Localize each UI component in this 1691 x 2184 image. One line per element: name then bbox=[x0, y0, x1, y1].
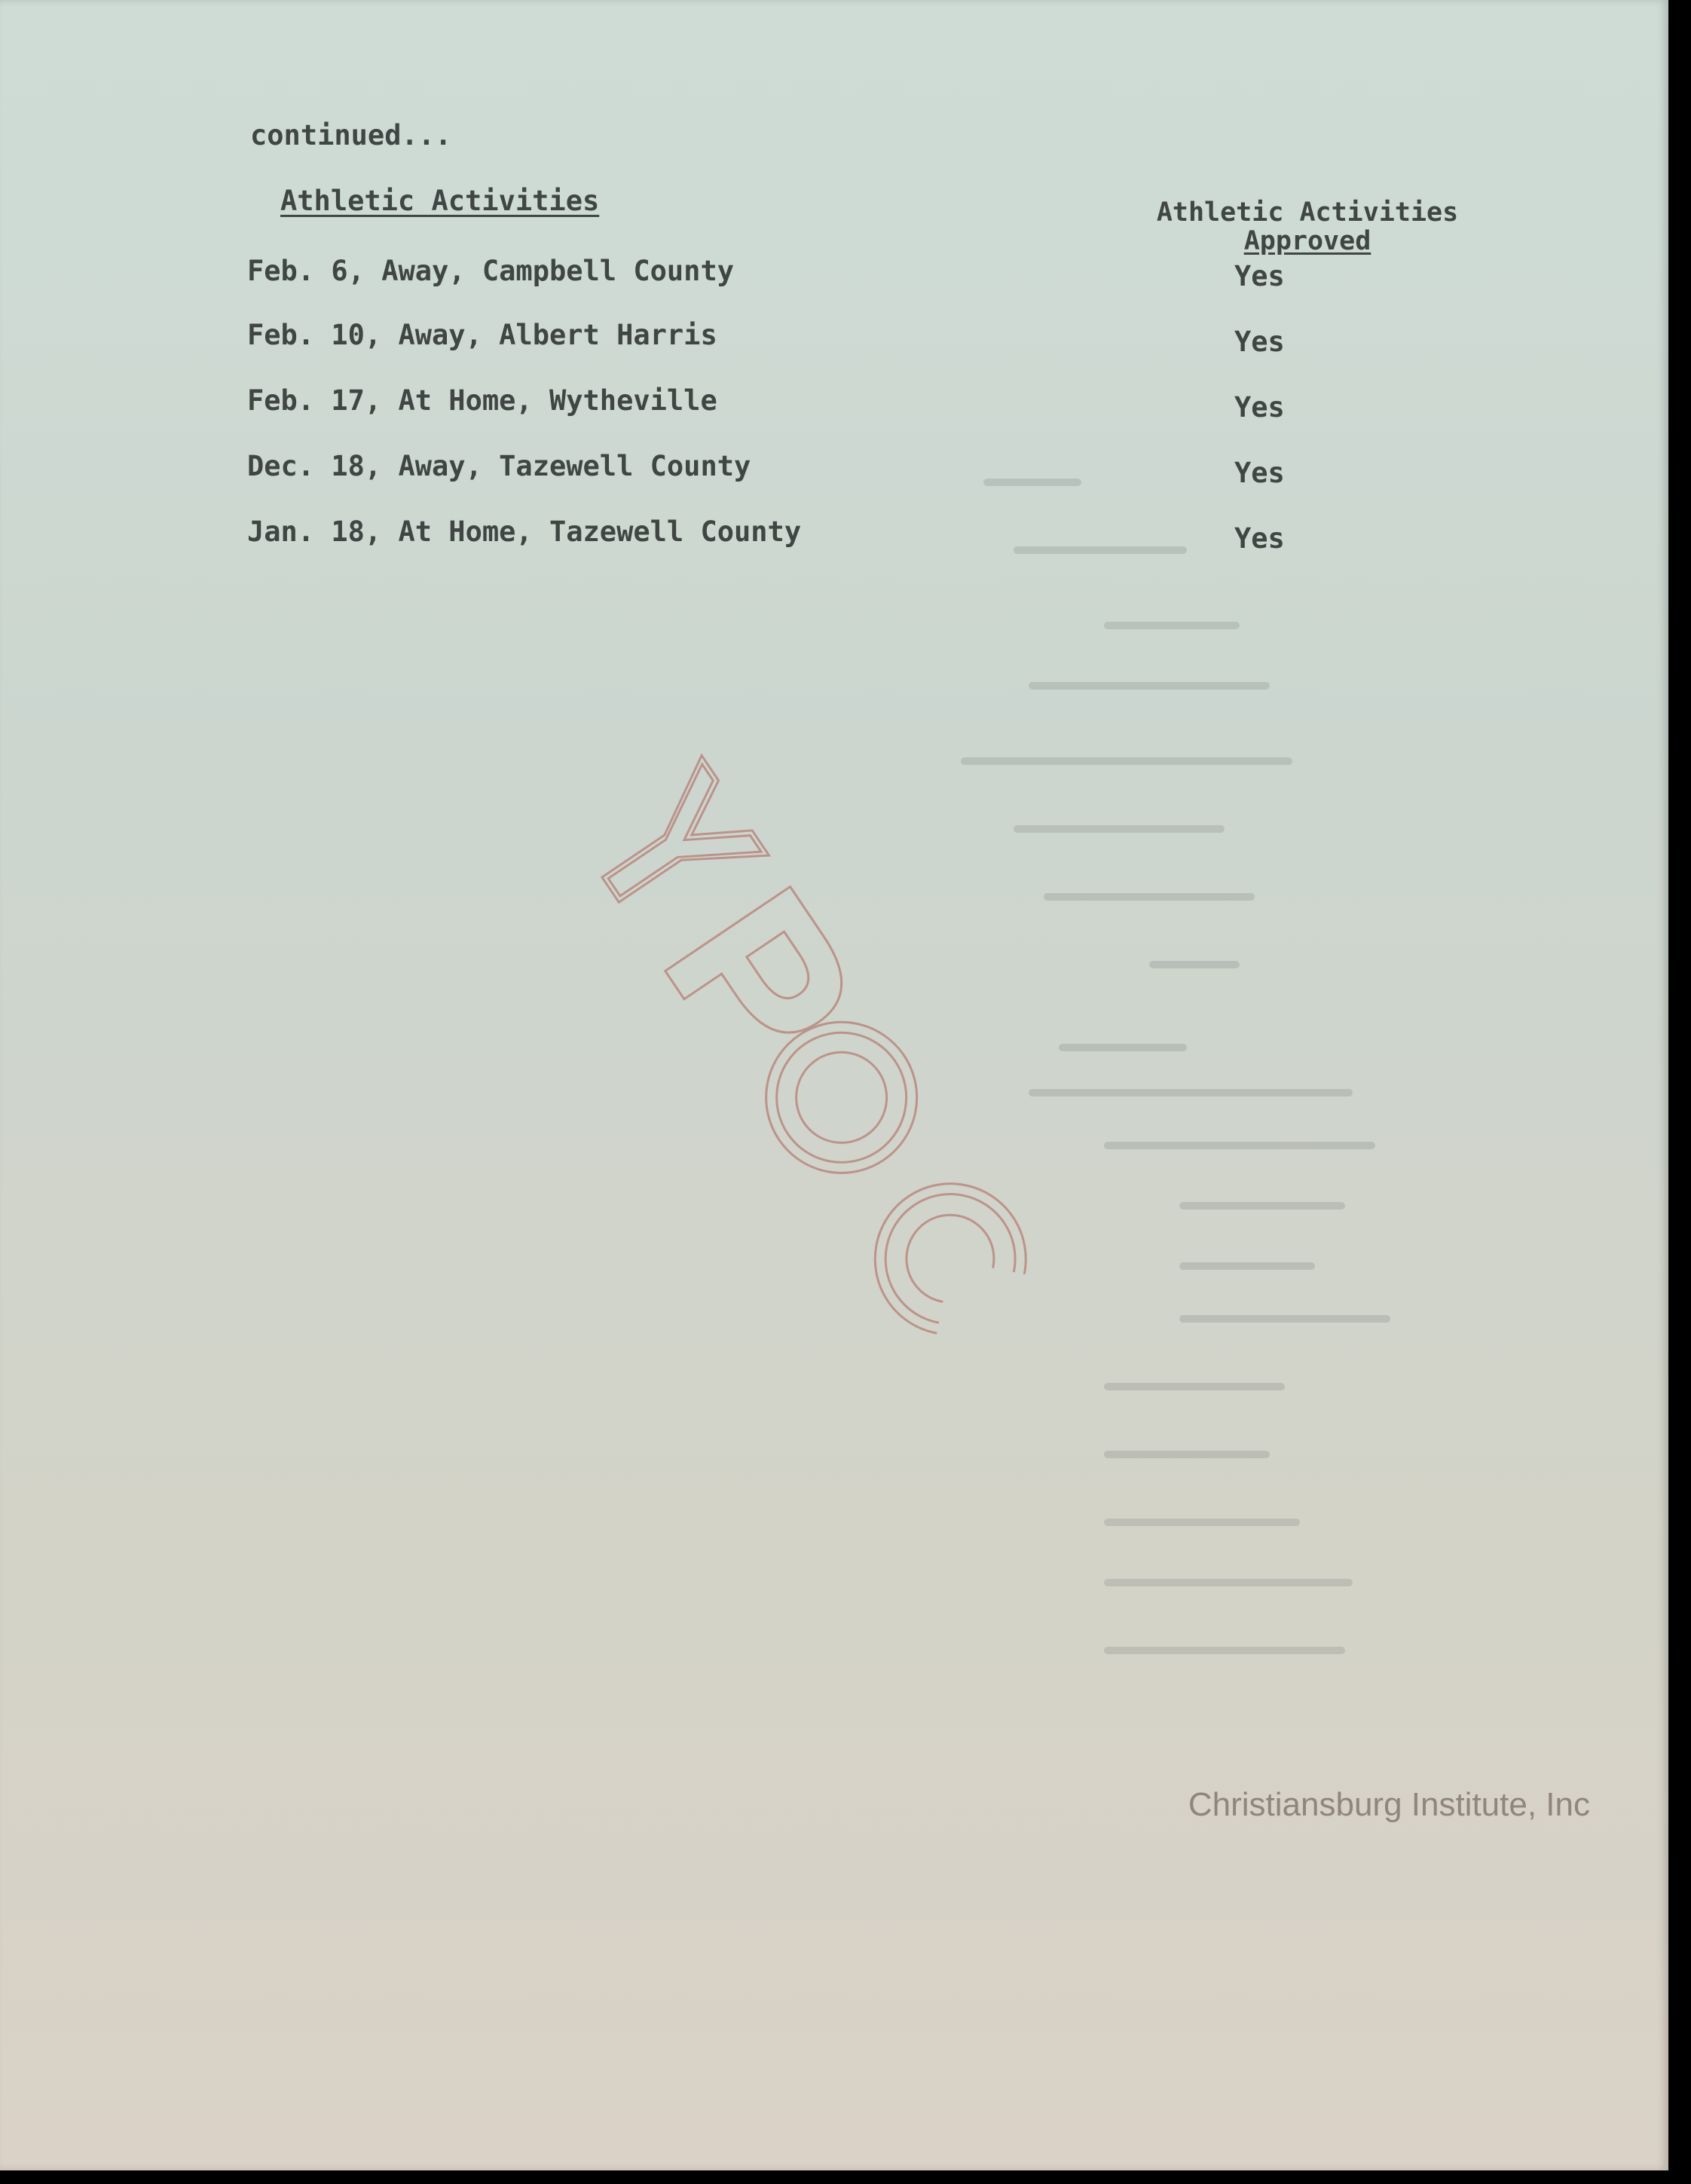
activity-row: Feb. 6, Away, Campbell County bbox=[247, 255, 735, 287]
athletic-activities-heading: Athletic Activities bbox=[280, 185, 600, 217]
approved-value: Yes bbox=[1234, 326, 1285, 358]
approved-column-heading bbox=[1153, 198, 1462, 255]
continued-label: continued... bbox=[250, 119, 452, 151]
approved-value: Yes bbox=[1234, 391, 1285, 424]
approved-value: Yes bbox=[1234, 260, 1285, 292]
approved-heading-line1: Athletic Activities bbox=[1156, 197, 1459, 228]
approved-value: Yes bbox=[1234, 522, 1285, 555]
activity-row: Feb. 10, Away, Albert Harris bbox=[247, 319, 717, 351]
approved-value: Yes bbox=[1234, 457, 1285, 489]
activity-row: Feb. 17, At Home, Wytheville bbox=[247, 384, 717, 417]
approved-heading-line2: Approved bbox=[1243, 226, 1371, 256]
copy-stamp bbox=[452, 656, 1281, 1560]
activity-row: Jan. 18, At Home, Tazewell County bbox=[247, 515, 802, 548]
archive-watermark: Christiansburg Institute, Inc bbox=[1188, 1786, 1590, 1823]
activity-row: Dec. 18, Away, Tazewell County bbox=[247, 450, 751, 482]
